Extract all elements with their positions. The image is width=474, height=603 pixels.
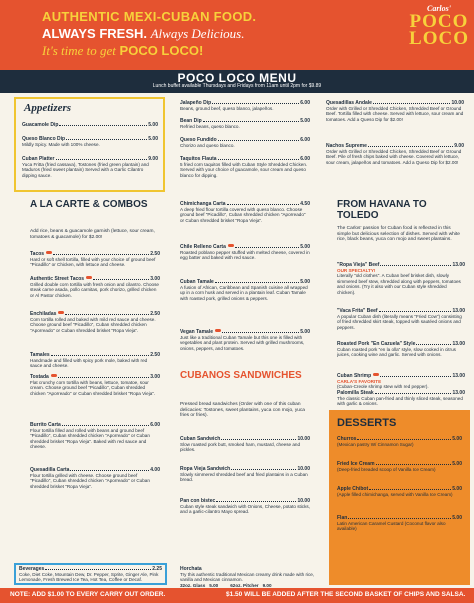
item-price: 6.00 <box>300 100 310 106</box>
item-desc: A fusion of African, Caribbean and Spanish cuisine all wrapped up in a corn husk and served in a plantain leaf. Cuban Tamale with roasted pork, grilled onions & peppers. <box>180 285 308 301</box>
menu-item <box>30 374 160 396</box>
item-name: Taquitos Flauta <box>180 156 217 162</box>
item-name: Fried Ice Cream <box>337 461 375 467</box>
item-price: 5.00 <box>148 122 158 128</box>
item-name: Churros <box>337 436 357 442</box>
menu-item <box>30 311 160 333</box>
item-price: 13.00 <box>452 341 465 347</box>
item-name: Nachos Supreme <box>326 143 367 149</box>
header-line-3-b: POCO LOCO! <box>119 43 204 58</box>
item-name: Palomilla Steak <box>337 390 374 396</box>
pepper-icon <box>228 244 234 247</box>
item-desc: (Deep-fried breaded scoop of Vanilla Ice Cream) <box>337 467 436 472</box>
horchata-price-1: 5.00 <box>209 582 219 588</box>
item-desc: Order with Grilled or Shredded Chicken, Shredded Beef or Ground Beef. Tortilla filled with cheese. Served with lettuce, sour cream and tomatoes. Add a Queso Dip for $2.00! <box>326 106 464 122</box>
item-price: 5.00 <box>300 244 310 250</box>
item-name: Quesadillas Andale <box>326 100 372 106</box>
item-name: Horchata <box>180 566 202 572</box>
menu-item <box>30 276 160 298</box>
cubanos-intro: Pressed bread sandwiches (Order with one of this cuban delicacies: Tostones, sweet plantains, yuca con mojo, yuca fries or fries). <box>180 402 305 419</box>
item-desc: Handmade and filled with spicy pork mole, baked with red sauce and cheese. <box>30 358 148 369</box>
item-name: Chimichanga Carta <box>180 201 226 207</box>
menu-item <box>180 498 310 515</box>
item-desc: Grilled double corn tortilla with fresh onion and cilantro. Choose steak carne asada, pollo carnitas, pork chorizo, grilled chicken or Al Pastor chicken. <box>30 282 159 298</box>
havana-title: FROM HAVANA TO TOLEDO <box>337 199 427 221</box>
item-name: Quesadilla Carta <box>30 467 70 473</box>
item-name: Tamales <box>30 352 50 358</box>
header-line-3-a: It's time to get <box>42 43 116 58</box>
item-desc: Flour tortilla grilled with cheese. Choose ground beef "Picadillo", Cuban shredded chicken "Aporreado" or Cuban shredded brisket "Ropa Vieja". <box>30 473 150 489</box>
menu-item <box>337 436 462 447</box>
item-price: 5.00 <box>300 329 310 335</box>
item-price: 2.50 <box>150 352 160 358</box>
item-price: 5.00 <box>300 279 310 285</box>
item-name: Burrito Carta <box>30 422 61 428</box>
header-banner <box>0 0 474 70</box>
menu-item <box>337 308 465 330</box>
item-price: 13.00 <box>452 308 465 314</box>
item-price: 6.00 <box>300 137 310 143</box>
item-name: Apple Chibot <box>337 486 369 492</box>
item-desc: Latin American Caramel Custard (Coconut flavor also available) <box>337 521 446 532</box>
menu-item <box>337 515 462 532</box>
item-desc: Corn tortilla rolled and baked with mild red sauce and cheese. Choose ground beef "Picadillo", Cuban shredded chicken "Aporreado" or Cuban shredded brisket "Ropa Vieja". <box>30 317 156 333</box>
item-price: 13.00 <box>452 262 465 268</box>
item-desc: Slowly simmered shredded beef and fried plantains in a Cuban bread. <box>180 472 308 483</box>
item-name: Authentic Street Tacos <box>30 276 85 282</box>
item-name: Bean Dip <box>180 118 202 124</box>
desserts-title: DESSERTS <box>337 417 397 429</box>
item-price: 5.00 <box>452 486 462 492</box>
item-desc: Just like a traditional Cuban Tamale but this one is filled with vegetables and plant protein. Served with grilled mushrooms, onions, peppers, and tomatoes. <box>180 335 305 351</box>
menu-title-bar <box>0 70 474 93</box>
item-price: 5.00 <box>452 461 462 467</box>
menu-item <box>30 467 160 489</box>
item-price: 5.00 <box>452 515 462 521</box>
horchata-size-2: 62oz. Pitcher <box>230 582 259 588</box>
menu-item <box>180 329 310 351</box>
item-price: 10.00 <box>297 436 310 442</box>
item-price: 13.00 <box>452 373 465 379</box>
item-price: 3.00 <box>150 374 160 380</box>
item-desc: Literally "old clothes". A Cuban beef brisket dish, slowly simmered beef stew, shredded along with peppers, tomatoes and onions. (Try it also with our Cuban style shredded chicken). <box>337 273 461 295</box>
item-name: Vegan Tamale <box>180 329 213 335</box>
logo-word-1: POCO <box>409 11 469 32</box>
item-name: Ropa Vieja Sandwich <box>180 466 231 472</box>
pepper-icon <box>58 311 64 314</box>
item-price: 4.00 <box>150 467 160 473</box>
item-price: 6.00 <box>150 422 160 428</box>
menu-item <box>180 118 310 129</box>
menu-item <box>180 436 310 453</box>
menu-item <box>337 341 465 358</box>
item-price: 10.00 <box>297 498 310 504</box>
item-desc: Order with Grilled or Shredded Chicken, Shredded Beef or Ground Beef. Pile of fresh chips baked with cheese. Covered with lettuce, sour cream, jalapeños and tomatoes. Add a Queso Dip for $2.00! <box>326 149 462 165</box>
item-name: "Vaca Frita" Beef <box>337 308 378 314</box>
item-desc: (Cuban-Creole shrimp stew with red pepper). <box>337 384 429 390</box>
item-name: Enchiladas <box>30 311 57 317</box>
header-line-2-a: ALWAYS FRESH. <box>42 26 147 41</box>
menu-item <box>180 137 310 148</box>
menu-item <box>337 390 465 407</box>
item-name: Tacos <box>30 251 45 257</box>
item-desc: Flour tortilla filled and rolled with beans and ground beef "Picadillo", Cuban shredded chicken "Aporreado" or Cuban shredded brisket "Ropa Vieja". Baked with red sauce and cheese. <box>30 428 150 450</box>
poco-loco-logo <box>408 4 470 47</box>
item-price: 10.00 <box>451 100 464 106</box>
item-desc: A deep fried flour tortilla covered with queso blanco. Choose ground beef "Picadillo", Cuban shredded chicken "Aporreado" or Cuban shredded brisket "Ropa Vieja". <box>180 207 306 223</box>
havana-intro: The Carlos' passion for Cuban food is reflected in this simple but delicious selection of dishes. Served with white rice, black beans, yuca con mojo and sweet plantains. <box>337 226 460 243</box>
item-name: Guacamole Dip <box>22 122 59 128</box>
item-desc: Coke, Diet Coke, Mountain Dew, Dr. Pepper, Sprite, Ginger Ale, Pink Lemonade, Fresh Brewed Ice Tea, Hot Tea, Coffee or Decaf. <box>19 572 159 583</box>
item-desc: Slow roasted pork butt, smoked ham, mustard, cheese and pickles. <box>180 442 301 453</box>
pepper-icon <box>86 276 92 279</box>
item-badge: CARLA'S FAVORITE <box>337 379 382 384</box>
horchata-item <box>180 566 320 588</box>
item-price: 6.00 <box>300 156 310 162</box>
header-line-2 <box>42 26 245 42</box>
menu-item <box>22 122 158 128</box>
item-desc: Hard or soft shell tortilla, filled with your choice of ground beef "Picadillo" or Chicken, with lettuce and cheese. <box>30 257 156 268</box>
footer-note-bar <box>0 588 474 603</box>
item-name: Cuban Shrimp <box>337 373 372 379</box>
item-desc: Try this authentic traditional Mexican creamy drink made with rice, vanilla and Mexican cinnamon. <box>180 572 315 583</box>
item-name: Tostada <box>30 374 49 380</box>
item-name: Queso Fundido <box>180 137 217 143</box>
menu-title: POCO LOCO MENU <box>177 71 297 85</box>
menu-subtitle: Lunch buffet available Thursdays and Fridays from 11am until 2pm for $9.89 <box>152 83 322 89</box>
menu-item <box>337 373 465 390</box>
menu-item <box>180 100 310 111</box>
item-price: 2.50 <box>150 311 160 317</box>
beverages-item <box>19 566 162 583</box>
item-name: Chile Relleno Carta <box>180 244 226 250</box>
item-desc: Flat crunchy corn tortilla with beans, lettuce, tomatoe, sour cream. Choose ground beef "Picadillo", Cuban shredded chicken "Aporreado" or Cuban shredded brisket "Ropa Vieja". <box>30 380 156 396</box>
menu-item <box>180 201 310 223</box>
item-price: 10.00 <box>297 466 310 472</box>
item-price: 9.00 <box>454 143 464 149</box>
menu-item <box>337 461 462 472</box>
item-price: 5.00 <box>148 136 158 142</box>
menu-item <box>326 143 464 165</box>
item-desc: (Apple filled chimichanga, served with Vanilla Ice Cream) <box>337 492 453 497</box>
menu-item <box>22 136 158 147</box>
horchata-size-1: 32oz. Glass <box>180 582 206 588</box>
menu-item <box>30 422 160 450</box>
menu-item <box>30 251 160 268</box>
item-desc: The classic Cuban pan-fried and thinly sliced steak, seasoned with garlic & onions. <box>337 396 463 407</box>
menu-item <box>180 244 310 261</box>
item-desc: (Mexican pastry W/ Cinnamon Sugar) <box>337 442 414 447</box>
menu-item <box>180 156 310 178</box>
item-desc: Mildly Spicy. Made with 100% cheese. <box>22 142 100 147</box>
item-desc: Yuca Fritta (fried cassava), Tostones (fried green plantain) and Maduros (fried sweet plantain) Served with a Garlic Cilantro dipping sauce. <box>22 162 149 178</box>
a-la-carte-intro: Add rice, beans & guacamole garnish (lettuce, sour cream, tomatoes & guacamole) for $2.00! <box>30 229 155 240</box>
item-name: Flan <box>337 515 348 521</box>
item-name: Roasted Pork "En Cazuela" Style <box>337 341 416 347</box>
menu-item <box>337 262 465 295</box>
item-name: Pan con bistec <box>180 498 216 504</box>
item-price: 2.25 <box>152 566 162 572</box>
item-price: 5.00 <box>452 436 462 442</box>
item-desc: Beans, ground beef, queso blanco, jalapeños. <box>180 106 274 111</box>
item-desc: Refried beans, queso blanco. <box>180 124 240 129</box>
logo-tag: Carlos' <box>426 4 451 13</box>
item-desc: A popular Cuban dish (literally means "Fried Cow") consisting of fried shredded skirt steak, topped with sautéed onions and peppers. <box>337 314 462 330</box>
item-name: Cuban Sandwich <box>180 436 221 442</box>
menu-item <box>180 279 310 301</box>
item-price: 3.00 <box>150 276 160 282</box>
item-desc: 5 fried corn taquitos filled with Cuban Style Shredded Chicken. Served with your choice of guacamole, sour cream and queso blanco for dipping. <box>180 162 308 178</box>
item-badge: OUR SPECIALTY! <box>337 268 376 273</box>
item-desc: Chorizo and queso blanco. <box>180 143 235 148</box>
cubanos-title: CUBANOS SANDWICHES <box>180 370 302 381</box>
appetizers-title: Appetizers <box>24 102 72 114</box>
item-name: Beverages <box>19 566 45 572</box>
item-desc: Cuban style steak sandwich with Onions, Cheese, potato sticks, and a garlic-cilantro Mayo spread. <box>180 504 310 515</box>
header-line-3 <box>42 43 203 59</box>
header-line-2-b: Always Delicious. <box>150 26 245 41</box>
item-name: Cuban Tamale <box>180 279 214 285</box>
item-desc: Roasted poblano pepper stuffed with melted cheese, covered in egg batter and baked with red sauce. <box>180 250 310 261</box>
item-name: Jalapeño Dip <box>180 100 212 106</box>
item-name: Queso Blanco Dip <box>22 136 66 142</box>
footer-note-1: NOTE: ADD $1.00 TO EVERY CARRY OUT ORDER. <box>10 591 166 598</box>
horchata-price-2: 9.00 <box>262 582 272 588</box>
item-name: "Ropa Vieja" Beef <box>337 262 380 268</box>
pepper-icon <box>51 374 57 377</box>
item-price: 5.00 <box>300 118 310 124</box>
menu-item <box>337 486 462 497</box>
item-desc: Cuban roasted pork "en la olla" style, slow cooked in citrus juices, cooking wine and garlic. Served with onions. <box>337 347 456 358</box>
a-la-carte-title: A LA CARTE & COMBOS <box>30 199 148 210</box>
pepper-icon <box>373 373 379 376</box>
menu-item <box>30 352 160 369</box>
pepper-icon <box>215 329 221 332</box>
menu-item <box>326 100 464 122</box>
item-price: 13.00 <box>452 390 465 396</box>
menu-item <box>180 466 310 483</box>
item-price: 2.50 <box>150 251 160 257</box>
item-price: 4.50 <box>300 201 310 207</box>
menu-item <box>22 156 158 178</box>
item-name: Cuban Platter <box>22 156 55 162</box>
logo-word-2: LOCO <box>409 28 469 49</box>
footer-note-2: $1.50 WILL BE ADDED AFTER THE SECOND BASKET OF CHIPS AND SALSA. <box>226 591 466 598</box>
item-price: 9.00 <box>148 156 158 162</box>
header-line-1: AUTHENTIC MEXI-CUBAN FOOD. <box>42 9 257 24</box>
pepper-icon <box>46 251 52 254</box>
